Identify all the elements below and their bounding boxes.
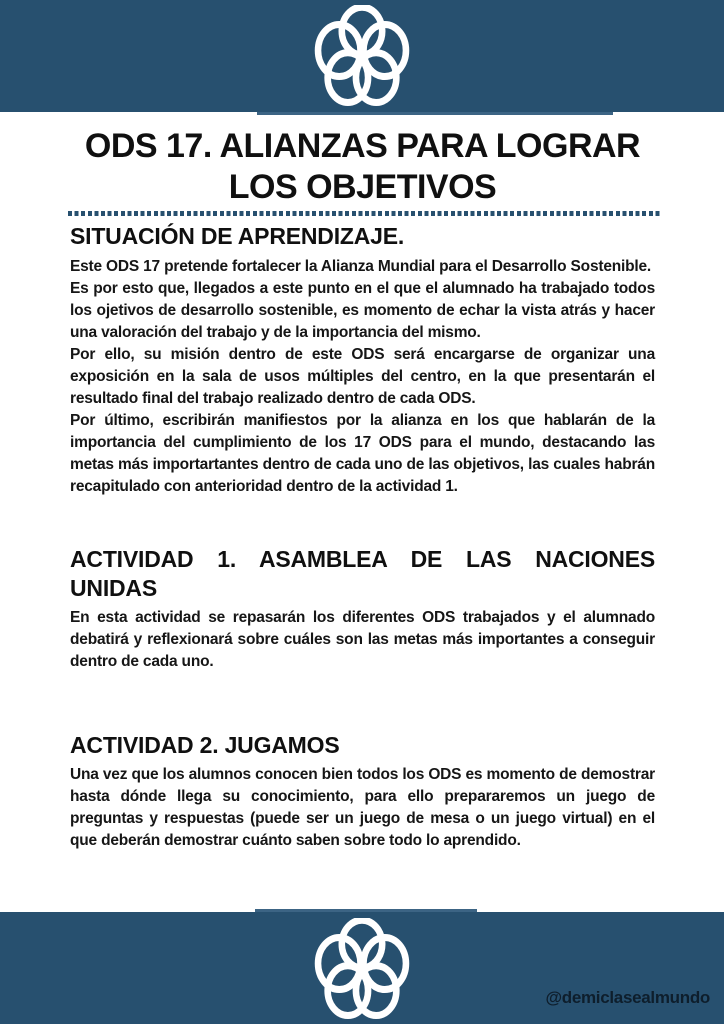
social-handle: @demiclasealmundo — [545, 988, 710, 1007]
section-heading-actividad-1: ACTIVIDAD 1. ASAMBLEA DE LAS NACIONES UNIDAS — [70, 545, 655, 601]
paragraph: Es por esto que, llegados a este punto en el que el alumnado ha trabajado todos los ojetivos de desarrollo sostenible, es momento de echar la vista atrás y hacer una valoración del trabajo y de la importancia del mismo. — [70, 279, 655, 341]
page-title: ODS 17. ALIANZAS PARA LOGRAR LOS OBJETIVOS — [84, 127, 641, 206]
section-heading-actividad-2: ACTIVIDAD 2. JUGAMOS — [70, 731, 340, 758]
paragraph: Una vez que los alumnos conocen bien todos los ODS es momento de demostrar hasta dónde llega su conocimiento, para ello prepararemos un juego de preguntas y respuestas (puede ser un juego de mesa o un juego virtual) en el que deberán demostrar cuánto saben sobre todo lo aprendido. — [70, 765, 655, 849]
section-heading-situacion: SITUACIÓN DE APRENDIZAJE. — [70, 222, 405, 249]
paragraph: Por ello, su misión dentro de este ODS será encargarse de organizar una exposición en la sala de usos múltiples del centro, en la que presentarán el resultado final del trabajo realizado dentro de cada ODS. — [70, 345, 655, 407]
rosette-logo-icon — [315, 5, 410, 109]
dotted-divider — [68, 211, 660, 216]
paragraph: Por último, escribirán manifiestos por la alianza en los que hablarán de la importancia del cumplimiento de los 17 ODS para el mundo, destacando las metas más importartantes dentro de cada uno de las objetivos, las cuales habrán recapitulado con anterioridad dentro de la actividad 1. — [70, 411, 655, 495]
paragraph: Este ODS 17 pretende fortalecer la Alianza Mundial para el Desarrollo Sostenible. — [70, 257, 652, 275]
rosette-logo-icon — [315, 918, 410, 1022]
paragraph: En esta actividad se repasarán los diferentes ODS trabajados y el alumnado debatirá y reflexionará sobre cuáles son las metas más importantes a conseguir dentro de cada uno. — [70, 608, 655, 670]
main-content — [70, 112, 655, 852]
